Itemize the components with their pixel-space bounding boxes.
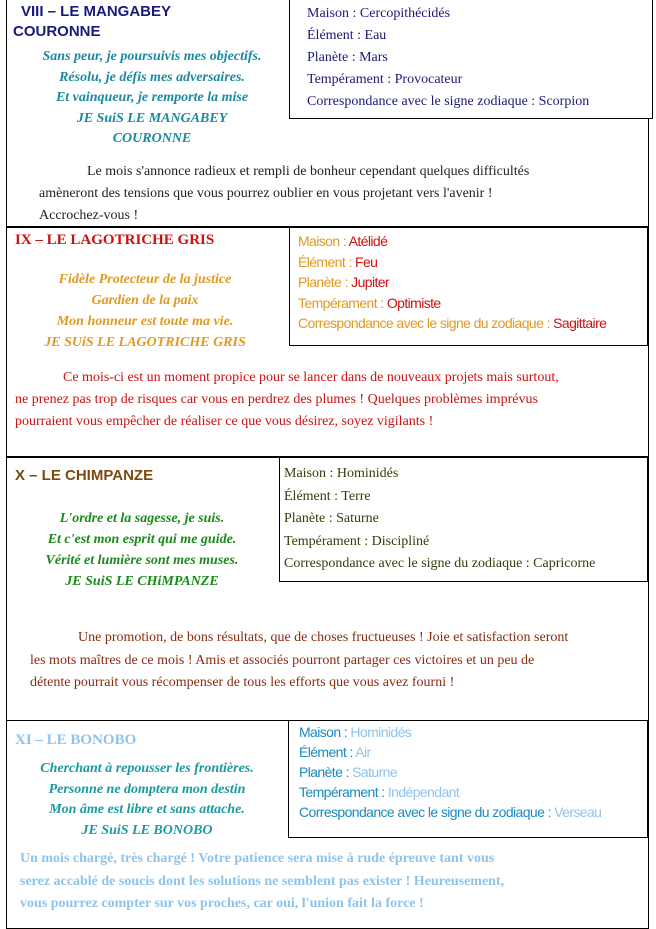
info-line xyxy=(299,782,639,802)
info-line: Planète : Saturne xyxy=(284,511,379,526)
para-line: Le mois s'annonce radieux et rempli de bonheur cependant quelques difficultés xyxy=(87,164,530,179)
info-line: Tempérament : Provocateur xyxy=(307,72,463,87)
info-value: Sagittaire xyxy=(553,315,607,331)
info-box xyxy=(289,227,648,346)
poem-line: Gardien de la paix xyxy=(91,293,199,308)
section-title: IX – LE LAGOTRICHE GRIS xyxy=(15,232,215,248)
info-line xyxy=(299,802,639,822)
poem-line: Mon âme est libre et sans attache. xyxy=(49,802,245,817)
poem-line: Mon honneur est toute ma vie. xyxy=(56,314,234,329)
paragraph xyxy=(15,367,559,433)
para-line: détente pourrait vous récompenser de tous les efforts que vous avez fourni ! xyxy=(30,675,455,690)
info-value: Hominidés xyxy=(350,724,412,740)
info-line: Planète : Mars xyxy=(307,50,388,65)
info-label: Maison : xyxy=(299,724,348,740)
info-value: Optimiste xyxy=(386,294,441,311)
title-line: COURONNE xyxy=(13,23,101,40)
info-line: Maison : Hominidés xyxy=(284,466,399,481)
poem-line: L'ordre et la sagesse, je suis. xyxy=(59,511,225,526)
para-line: ne prenez pas trop de risques car vous en perdrez des plumes ! Quelques problèmes imprévus xyxy=(15,392,538,407)
poem-line: Vérité et lumière sont mes muses. xyxy=(45,553,239,568)
para-line: amèneront des tensions que vous pourrez oublier en vous projetant vers l'avenir ! xyxy=(39,186,493,201)
section-bonobo xyxy=(6,720,649,929)
paragraph xyxy=(30,627,568,695)
para-line: Une promotion, de bons résultats, que de choses fructueuses ! Joie et satisfaction seront xyxy=(78,630,569,645)
info-line xyxy=(298,272,639,293)
section-title xyxy=(13,2,172,42)
info-value: Feu xyxy=(355,253,378,270)
poem-line: Personne ne domptera mon destin xyxy=(48,781,246,797)
info-box xyxy=(289,0,653,119)
poem-line: Et c'est mon esprit qui me guide. xyxy=(47,532,237,547)
para-line: Accrochez-vous ! xyxy=(39,208,139,223)
poem-line: Fidèle Protecteur de la justice xyxy=(58,272,232,287)
para-line: serez accablé de soucis dont les solutions ne semblent pas exister ! Heureusement, xyxy=(20,873,505,889)
info-label: Tempérament : xyxy=(299,784,385,800)
info-line: Élément : Terre xyxy=(284,488,371,504)
info-value: Indépendant xyxy=(387,784,460,800)
info-line xyxy=(299,722,639,742)
info-value: Atélidé xyxy=(348,233,388,249)
info-line xyxy=(298,313,639,334)
poem-line: Cherchant à repousser les frontières. xyxy=(40,761,254,776)
info-label: Correspondance avec le signe du zodiaque : xyxy=(298,315,550,331)
info-label: Élément : xyxy=(299,744,353,760)
info-box xyxy=(288,720,648,838)
info-line xyxy=(299,762,639,782)
para-line: Ce mois-ci est un moment propice pour se lancer dans de nouveaux projets mais surtout, xyxy=(63,370,559,385)
info-value: Jupiter xyxy=(351,274,389,290)
info-line xyxy=(298,293,639,314)
poem xyxy=(19,47,285,150)
info-line: Tempérament : Discipliné xyxy=(284,533,430,549)
poem-line: JE SuiS LE MANGABEY xyxy=(76,110,228,126)
para-line: Un mois chargé, très chargé ! Votre patience sera mise à rude épreuve tant vous xyxy=(20,851,495,866)
section-title: X – LE CHIMPANZE xyxy=(15,467,154,484)
poem-line: Sans peur, je poursuivis mes objectifs. xyxy=(42,49,262,64)
section-chimpanze xyxy=(6,457,649,721)
para-line: pourraient vous empêcher de réaliser ce que vous désirez, soyez vigilants ! xyxy=(15,414,434,429)
poem-line: COURONNE xyxy=(112,131,192,146)
paragraph xyxy=(39,161,529,227)
poem-line: JE SuiS LE CHiMPANZE xyxy=(65,574,219,589)
section-title: XI – LE BONOBO xyxy=(15,732,137,748)
poem-line: JE SuiS LE BONOBO xyxy=(81,822,213,838)
info-label: Planète : xyxy=(298,274,348,290)
info-line xyxy=(299,742,639,762)
poem xyxy=(7,508,277,592)
section-lagotriche xyxy=(6,227,649,457)
info-label: Planète : xyxy=(299,764,349,780)
title-line: VIII – LE MANGABEY xyxy=(21,3,172,20)
info-line: Élément : Eau xyxy=(307,28,387,43)
info-value: Verseau xyxy=(554,804,602,820)
paragraph xyxy=(20,848,504,916)
info-line xyxy=(298,252,639,273)
para-line: vous pourrez compter sur vos proches, car oui, l'union fait la force ! xyxy=(20,896,424,911)
info-line xyxy=(298,231,639,252)
info-line: Correspondance avec le signe zodiaque : Scorpion xyxy=(307,94,590,109)
info-label: Maison : xyxy=(298,233,347,249)
info-value: Saturne xyxy=(352,764,398,780)
poem xyxy=(7,269,283,353)
poem xyxy=(7,759,287,841)
info-value: Air xyxy=(355,744,371,760)
poem-line: Et vainqueur, je remporte la mise xyxy=(55,90,249,105)
para-line: les mots maîtres de ce mois ! Amis et associés pourront partager ces victoires et un peu de xyxy=(30,652,535,668)
section-mangabey xyxy=(6,0,649,227)
info-line: Correspondance avec le signe du zodiaque : Capricorne xyxy=(284,556,596,571)
poem-line: Résolu, je défis mes adversaires. xyxy=(59,69,245,85)
info-box xyxy=(279,457,648,582)
info-label: Élément : xyxy=(298,253,352,270)
info-label: Correspondance avec le signe du zodiaque : xyxy=(299,804,551,820)
poem-line: JE SUiS LE LAGOTRICHE GRIS xyxy=(44,335,246,350)
info-label: Tempérament : xyxy=(298,294,384,311)
info-line: Maison : Cercopithécidés xyxy=(307,6,451,21)
